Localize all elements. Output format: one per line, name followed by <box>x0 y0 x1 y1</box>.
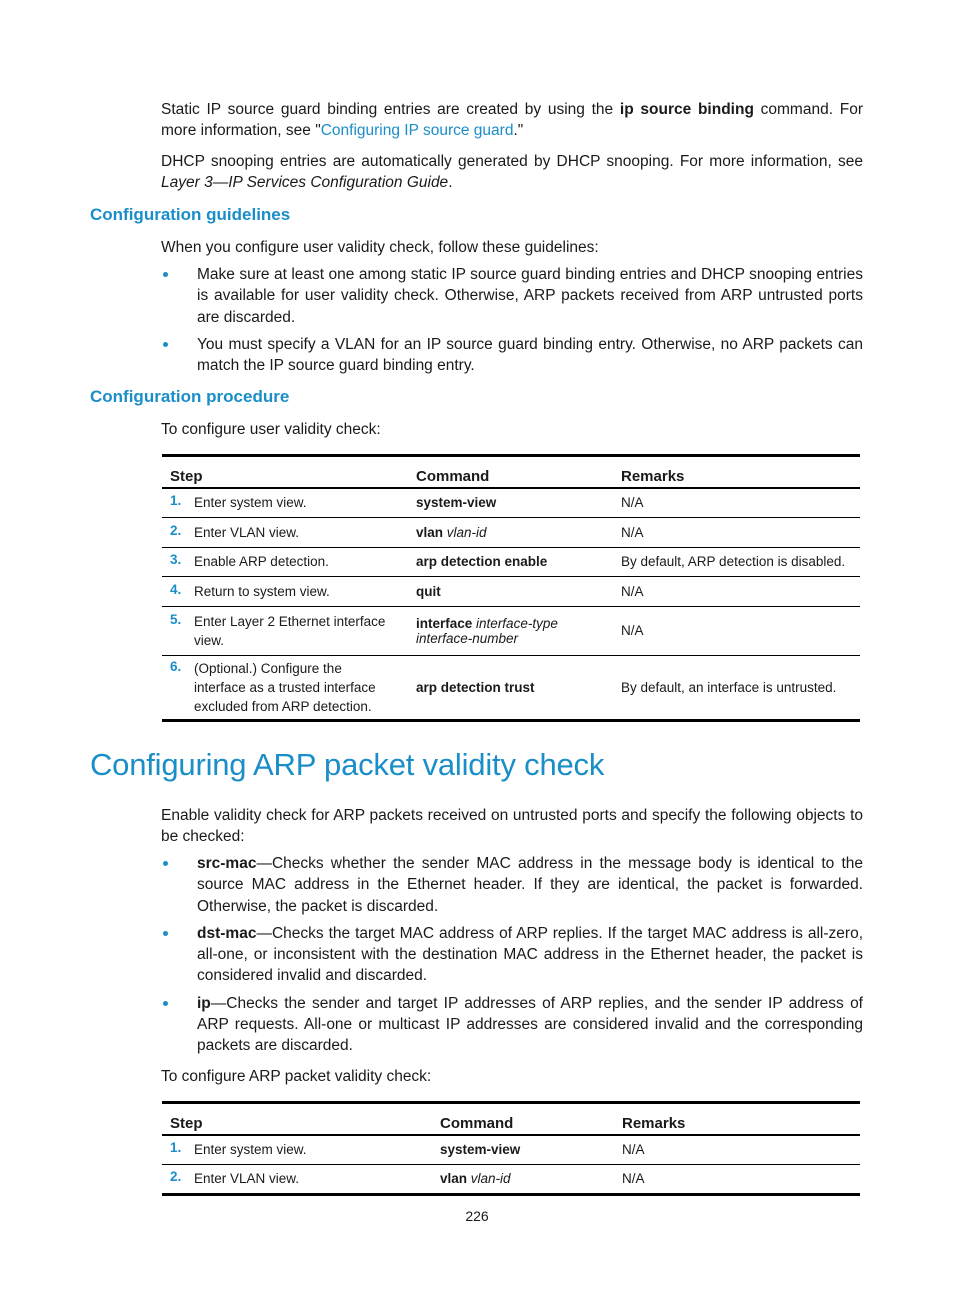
command-keyword: arp detection trust <box>416 679 535 695</box>
guidelines-lead: When you configure user validity check, follow these guidelines: <box>161 239 599 256</box>
command-name: ip source binding <box>619 101 754 118</box>
remarks-cell: By default, an interface is untrusted. <box>613 655 860 720</box>
list-item <box>161 923 863 987</box>
remarks-cell: By default, ARP detection is disabled. <box>613 547 860 576</box>
command-cell <box>432 1164 614 1194</box>
column-header-command: Command <box>432 1103 614 1136</box>
step-cell <box>162 1164 432 1194</box>
step-cell <box>162 655 408 720</box>
validity-lead: Enable validity check for ARP packets received on untrusted ports and specify the following objects to be checked: <box>161 807 863 846</box>
validity-table <box>162 1101 860 1196</box>
step-description: Enter system view. <box>194 495 307 511</box>
command-cell <box>408 517 613 547</box>
section-heading-guidelines: Configuration guidelines <box>90 205 291 224</box>
command-keyword: system-view <box>440 1142 521 1158</box>
step-description: Enter VLAN view. <box>194 1171 300 1186</box>
intro-paragraph-2 <box>161 151 863 194</box>
command-keyword: arp detection enable <box>416 554 548 569</box>
column-header-command: Command <box>408 456 613 489</box>
intro-text: . <box>448 174 453 192</box>
section-title: Configuring ARP packet validity check <box>90 747 605 782</box>
bullet-icon <box>163 342 168 347</box>
table-row <box>162 517 860 547</box>
step-cell <box>162 517 408 547</box>
step-cell <box>162 547 408 576</box>
table-row <box>162 606 860 655</box>
column-header-remarks: Remarks <box>613 456 860 489</box>
step-number: 6. <box>170 658 182 674</box>
step-description: Enter system view. <box>194 1142 307 1158</box>
step-description: Return to system view. <box>194 583 330 599</box>
step-number: 3. <box>170 552 182 567</box>
list-item-text: —Checks whether the sender MAC address in the message body is identical to the source MAC address in the Ethernet header. If they are identical, the packet is forwarded. Otherwise, the packet is discarded. <box>197 855 863 915</box>
column-header-step: Step <box>162 1103 432 1136</box>
step-description: (Optional.) Configure the interface as a trusted interface excluded from ARP detection. <box>194 660 376 714</box>
command-argument: vlan-id <box>446 524 487 540</box>
command-keyword: vlan <box>440 1171 468 1186</box>
bullet-icon <box>163 272 168 277</box>
remarks-cell: N/A <box>613 606 860 655</box>
cross-reference-link[interactable]: Configuring IP source guard <box>320 122 514 140</box>
step-description: Enable ARP detection. <box>194 554 329 569</box>
step-cell <box>162 606 408 655</box>
command-cell <box>408 547 613 576</box>
option-keyword: dst-mac <box>197 924 257 942</box>
table-row <box>162 576 860 606</box>
section-heading-procedure: Configuration procedure <box>90 387 290 406</box>
list-item <box>161 264 863 328</box>
validity-table-lead: To configure ARP packet validity check: <box>161 1068 432 1085</box>
bullet-icon <box>163 861 168 866</box>
procedure-table <box>162 454 860 722</box>
command-cell <box>432 1135 614 1164</box>
command-cell <box>408 488 613 517</box>
list-item <box>161 853 863 917</box>
option-keyword: ip <box>197 994 211 1012</box>
bullet-icon <box>163 931 168 936</box>
step-cell <box>162 576 408 606</box>
list-item-text: You must specify a VLAN for an IP source guard binding entry. Otherwise, no ARP packets can match the IP source guard binding entry. <box>197 335 863 375</box>
step-number: 1. <box>170 493 182 509</box>
guide-title: Layer 3—IP Services Configuration Guide <box>161 174 449 192</box>
step-number: 2. <box>170 522 182 538</box>
remarks-cell: N/A <box>613 576 860 606</box>
command-keyword: quit <box>416 583 441 599</box>
list-item-text: Make sure at least one among static IP source guard binding entries and DHCP snooping entries is available for user validity check. Otherwise, ARP packets received from ARP untrusted ports are discarded. <box>197 266 863 326</box>
bullet-icon <box>163 1001 168 1006</box>
command-keyword: interface <box>416 615 473 631</box>
intro-paragraph-1 <box>161 99 863 142</box>
table-row <box>162 1135 860 1164</box>
step-description: Enter VLAN view. <box>194 524 300 540</box>
guidelines-list <box>161 264 863 376</box>
table-row <box>162 488 860 517</box>
list-item-text: —Checks the target MAC address of ARP replies. If the target MAC address is all-zero, all-one, or inconsistent with the destination MAC address in the Ethernet header, the packet is considered invalid and discarded. <box>197 924 863 985</box>
command-cell <box>408 655 613 720</box>
column-header-step: Step <box>162 456 408 489</box>
validity-list <box>161 853 863 1057</box>
list-item-text: —Checks the sender and target IP addresses of ARP replies, and the sender IP address of ARP requests. All-one or multicast IP addresses are considered invalid and the corresponding packets are discarded. <box>197 994 863 1055</box>
page-number: 226 <box>465 1208 489 1224</box>
table-header-row <box>162 1103 860 1136</box>
table-row <box>162 547 860 576</box>
step-description: Enter Layer 2 Ethernet interface view. <box>194 613 386 648</box>
step-number: 5. <box>170 611 182 627</box>
intro-text: command. For more information, see " <box>161 101 863 140</box>
remarks-cell: N/A <box>613 488 860 517</box>
command-argument: vlan-id <box>470 1171 511 1186</box>
step-cell <box>162 1135 432 1164</box>
intro-text: DHCP snooping entries are automatically generated by DHCP snooping. For more information, see <box>161 153 863 170</box>
table-row <box>162 655 860 720</box>
command-cell <box>408 606 613 655</box>
step-number: 1. <box>170 1140 182 1156</box>
procedure-lead: To configure user validity check: <box>161 421 381 438</box>
remarks-cell: N/A <box>613 517 860 547</box>
step-number: 4. <box>170 581 182 597</box>
command-argument: interface-type interface-number <box>416 615 558 646</box>
column-header-remarks: Remarks <box>614 1103 860 1136</box>
step-number: 2. <box>170 1169 182 1184</box>
command-keyword: vlan <box>416 524 444 540</box>
table-row <box>162 1164 860 1194</box>
remarks-cell: N/A <box>614 1135 860 1164</box>
intro-text: ." <box>513 122 524 140</box>
list-item <box>161 334 863 377</box>
list-item <box>161 993 863 1057</box>
step-cell <box>162 488 408 517</box>
command-cell <box>408 576 613 606</box>
remarks-cell: N/A <box>614 1164 860 1194</box>
command-keyword: system-view <box>416 495 497 511</box>
table-header-row <box>162 456 860 489</box>
intro-text: Static IP source guard binding entries are created by using the <box>161 101 620 118</box>
option-keyword: src-mac <box>197 855 257 872</box>
